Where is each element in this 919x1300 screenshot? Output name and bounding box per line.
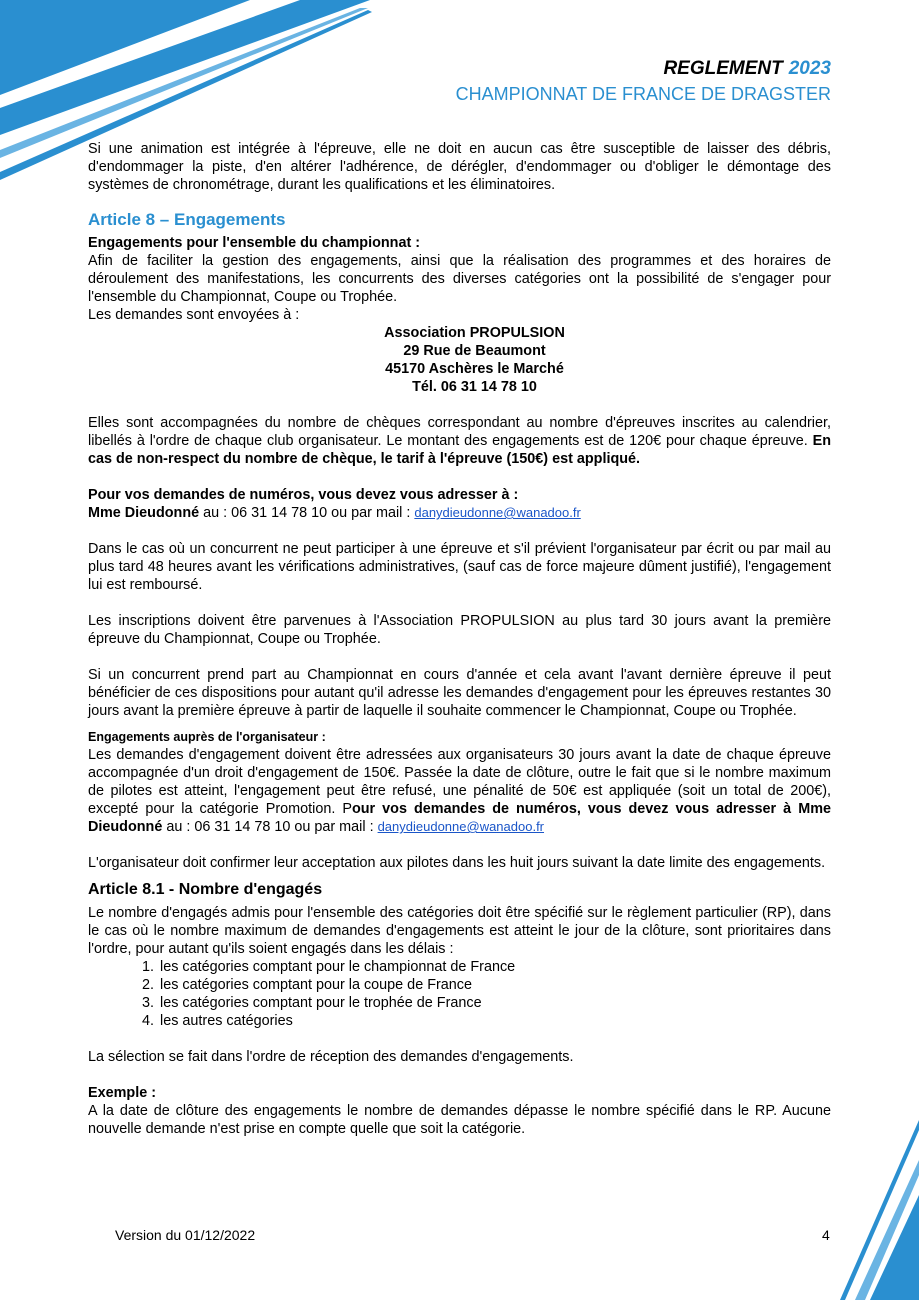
cheques-bold: En cas de non-respect du nombre de chèque, le tarif à l'épreuve (150€) est appliqué. xyxy=(88,433,831,467)
article-8-1-title: Article 8.1 - Nombre d'engagés xyxy=(88,881,323,898)
address-street: 29 Rue de Beaumont xyxy=(403,343,546,359)
document-year: 2023 xyxy=(788,58,831,79)
address-city: 45170 Aschères le Marché xyxy=(385,361,564,377)
intro-paragraph: Si une animation est intégrée à l'épreuve, elle ne doit en aucun cas être susceptible de laisser des débris, d'endommager la piste, d'en altérer l'adhérence, de dérégler, d'endommager ou d'obliger le démontage des systèmes de chronométrage, durant les qualifications et les éliminatoires. xyxy=(88,141,831,193)
example-paragraph: A la date de clôture des engagements le nombre de demandes dépasse le nombre spécifié dans le RP. Aucune nouvelle demande n'est prise en compte quelle que soit la catégorie. xyxy=(88,1103,831,1137)
document-subtitle: CHAMPIONNAT DE FRANCE DE DRAGSTER xyxy=(455,84,831,104)
example-heading: Exemple : xyxy=(88,1085,156,1101)
organizer-heading: Engagements auprès de l'organisateur : xyxy=(88,730,326,744)
priority-item: 1. les catégories comptant pour le championnat de France xyxy=(158,958,831,976)
footer-stripes-decoration xyxy=(840,1120,919,1300)
article-8-1-text: Le nombre d'engagés admis pour l'ensemble des catégories doit être spécifié sur le règlement particulier (RP), dans le cas où le nombre maximum de demandes d'engagements est atteint le jour de la clôture, sont prioritaires dans l'ordre, pour autant qu'ils soient engagés dans les délais : xyxy=(88,905,831,957)
organizer-text: Les demandes d'engagement doivent être adressées aux organisateurs 30 jours avant la date de chaque épreuve accompagnée d'un droit d'engagement de 150€. Passée la date de clôture, outre le fait que si le nombre maximum de pilotes est atteint, l'engagement peut être refusé, une pénalité de 50€ est appliquée (soit un total de 200€), excepté pour la catégorie Promotion. P xyxy=(88,747,831,817)
refund-paragraph: Dans le cas où un concurrent ne peut participer à une épreuve et s'il prévient l'organisateur par écrit ou par mail au plus tard 48 heures avant les vérifications administratives, (sauf cas de force majeure dûment justifié), l'engagement lui est remboursé. xyxy=(88,541,831,593)
contact-line xyxy=(88,504,831,522)
organizer-paragraph xyxy=(88,746,831,836)
organizer-contact-text: au : 06 31 14 78 10 ou par mail : xyxy=(162,819,378,835)
priority-item: 3. les catégories comptant pour le trophée de France xyxy=(158,994,831,1012)
organizer-bold: our vos demandes de numéros, vous devez vous adresser à Mme Dieudonné xyxy=(88,801,831,835)
priority-item: 2. les catégories comptant pour la coupe de France xyxy=(158,976,831,994)
organizer-email-link[interactable]: danydieudonne@wanadoo.fr xyxy=(377,819,545,834)
footer-version: Version du 01/12/2022 xyxy=(115,1227,256,1243)
article-8-title: Article 8 – Engagements xyxy=(88,210,286,229)
selection-paragraph: La sélection se fait dans l'ordre de réception des demandes d'engagements. xyxy=(88,1049,574,1065)
address-block xyxy=(118,324,831,396)
contact-name: Mme Dieudonné xyxy=(88,505,200,521)
cheques-paragraph xyxy=(88,414,831,468)
registration-paragraph: Les inscriptions doivent être parvenues à l'Association PROPULSION au plus tard 30 jours avant la première épreuve du Championnat, Coupe ou Trophée. xyxy=(88,613,831,647)
priority-list xyxy=(88,958,831,1030)
address-phone: Tél. 06 31 14 78 10 xyxy=(412,379,537,395)
document-header xyxy=(456,57,831,107)
numbers-heading: Pour vos demandes de numéros, vous devez vous adresser à : xyxy=(88,487,519,503)
page-number: 4 xyxy=(822,1227,830,1243)
document-title: REGLEMENT xyxy=(663,58,783,79)
championship-text: Afin de faciliter la gestion des engagements, ainsi que la réalisation des programmes et des horaires de déroulement des manifestations, les concurrents des diverses catégories ont la possibilité de s'engager pour l'ensemble du Championnat, Coupe ou Trophée. xyxy=(88,253,831,305)
priority-item: 4. les autres catégories xyxy=(158,1012,831,1030)
cheques-text: Elles sont accompagnées du nombre de chèques correspondant au nombre d'épreuves inscrites au calendrier, libellés à l'ordre de chaque club organisateur. Le montant des engagements est de 120€ pour chaque épreuve. xyxy=(88,415,831,449)
midseason-paragraph: Si un concurrent prend part au Championnat en cours d'année et cela avant l'avant dernière épreuve il peut bénéficier de ces dispositions pour autant qu'il adresse les demandes d'engagement pour les épreuves restantes 30 jours avant la première épreuve à partir de laquelle il souhaite commencer le Championnat, Coupe ou Trophée. xyxy=(88,667,831,719)
send-to-text: Les demandes sont envoyées à : xyxy=(88,307,300,323)
confirm-paragraph: L'organisateur doit confirmer leur acceptation aux pilotes dans les huit jours suivant la date limite des engagements. xyxy=(88,855,826,871)
contact-text: au : 06 31 14 78 10 ou par mail : xyxy=(199,505,415,521)
address-name: Association PROPULSION xyxy=(384,325,565,341)
championship-heading: Engagements pour l'ensemble du championnat : xyxy=(88,235,421,251)
document-body xyxy=(88,140,831,1138)
contact-email-link[interactable]: danydieudonne@wanadoo.fr xyxy=(414,505,581,520)
